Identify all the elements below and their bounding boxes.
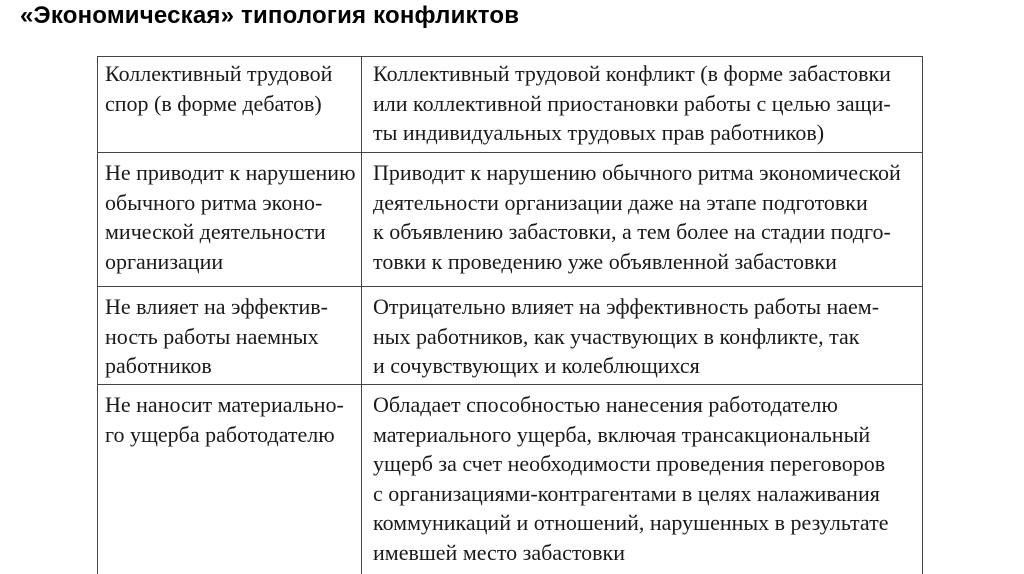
column-divider	[361, 56, 362, 574]
cell-line: Обладает способностью нанесения работодателю	[373, 392, 838, 417]
table-cell-left-row-3	[105, 292, 328, 381]
typology-table	[97, 56, 923, 574]
cell-line: ты индивидуальных трудовых прав работников)	[373, 120, 825, 145]
cell-line: или коллективной приостановки работы с целью защи-	[373, 90, 891, 116]
cell-line: Коллективный трудовой конфликт (в форме забастовки	[373, 61, 891, 86]
page-title: «Экономическая» типология конфликтов	[20, 2, 520, 29]
row-divider	[97, 286, 923, 287]
cell-line: и сочувствующих и колеблющихся	[373, 353, 700, 378]
table-cell-left-row-4	[105, 390, 344, 449]
row-divider	[97, 384, 923, 385]
cell-line: Не влияет на эффектив-	[105, 294, 328, 319]
cell-line: организации	[105, 248, 224, 274]
cell-line: мической деятельности	[105, 219, 326, 244]
cell-line: к объявлению забастовки, а тем более на стадии подго-	[373, 219, 891, 244]
cell-line: Приводит к нарушению обычного ритма экономической	[373, 160, 901, 185]
cell-line: имевшей место забастовки	[373, 539, 626, 565]
cell-line: Отрицательно влияет на эффективность работы наем-	[373, 294, 880, 319]
cell-line: коммуникаций и отношений, нарушенных в результате	[373, 510, 889, 535]
table-cell-left-row-1	[105, 59, 332, 118]
cell-line: Не наносит материально-	[105, 392, 344, 417]
cell-line: работников	[105, 353, 212, 378]
cell-line: Коллективный трудовой	[105, 61, 333, 86]
cell-line: ность работы наемных	[105, 323, 319, 349]
cell-line: материального ущерба, включая трансакциональный	[373, 421, 871, 447]
row-divider	[97, 152, 923, 153]
cell-line: ущерб за счет необходимости проведения переговоров	[373, 451, 886, 476]
cell-line: спор (в форме дебатов)	[105, 90, 322, 116]
cell-line: деятельности организации даже на этапе подготовки	[373, 189, 868, 215]
cell-line: го ущерба работодателю	[105, 421, 335, 447]
cell-line: обычного ритма эконо-	[105, 189, 323, 215]
cell-line: ных работников, как участвующих в конфликте, так	[373, 323, 860, 349]
table-cell-right-row-4	[373, 390, 888, 567]
table-cell-right-row-2	[373, 158, 901, 276]
table-cell-right-row-3	[373, 292, 879, 381]
table-cell-left-row-2	[105, 158, 356, 276]
table-cell-right-row-1	[373, 59, 891, 148]
cell-line: Не приводит к нарушению	[105, 160, 356, 185]
cell-line: товки к проведению уже объявленной забастовки	[373, 248, 837, 274]
cell-line: с организациями-контрагентами в целях налаживания	[373, 480, 880, 506]
